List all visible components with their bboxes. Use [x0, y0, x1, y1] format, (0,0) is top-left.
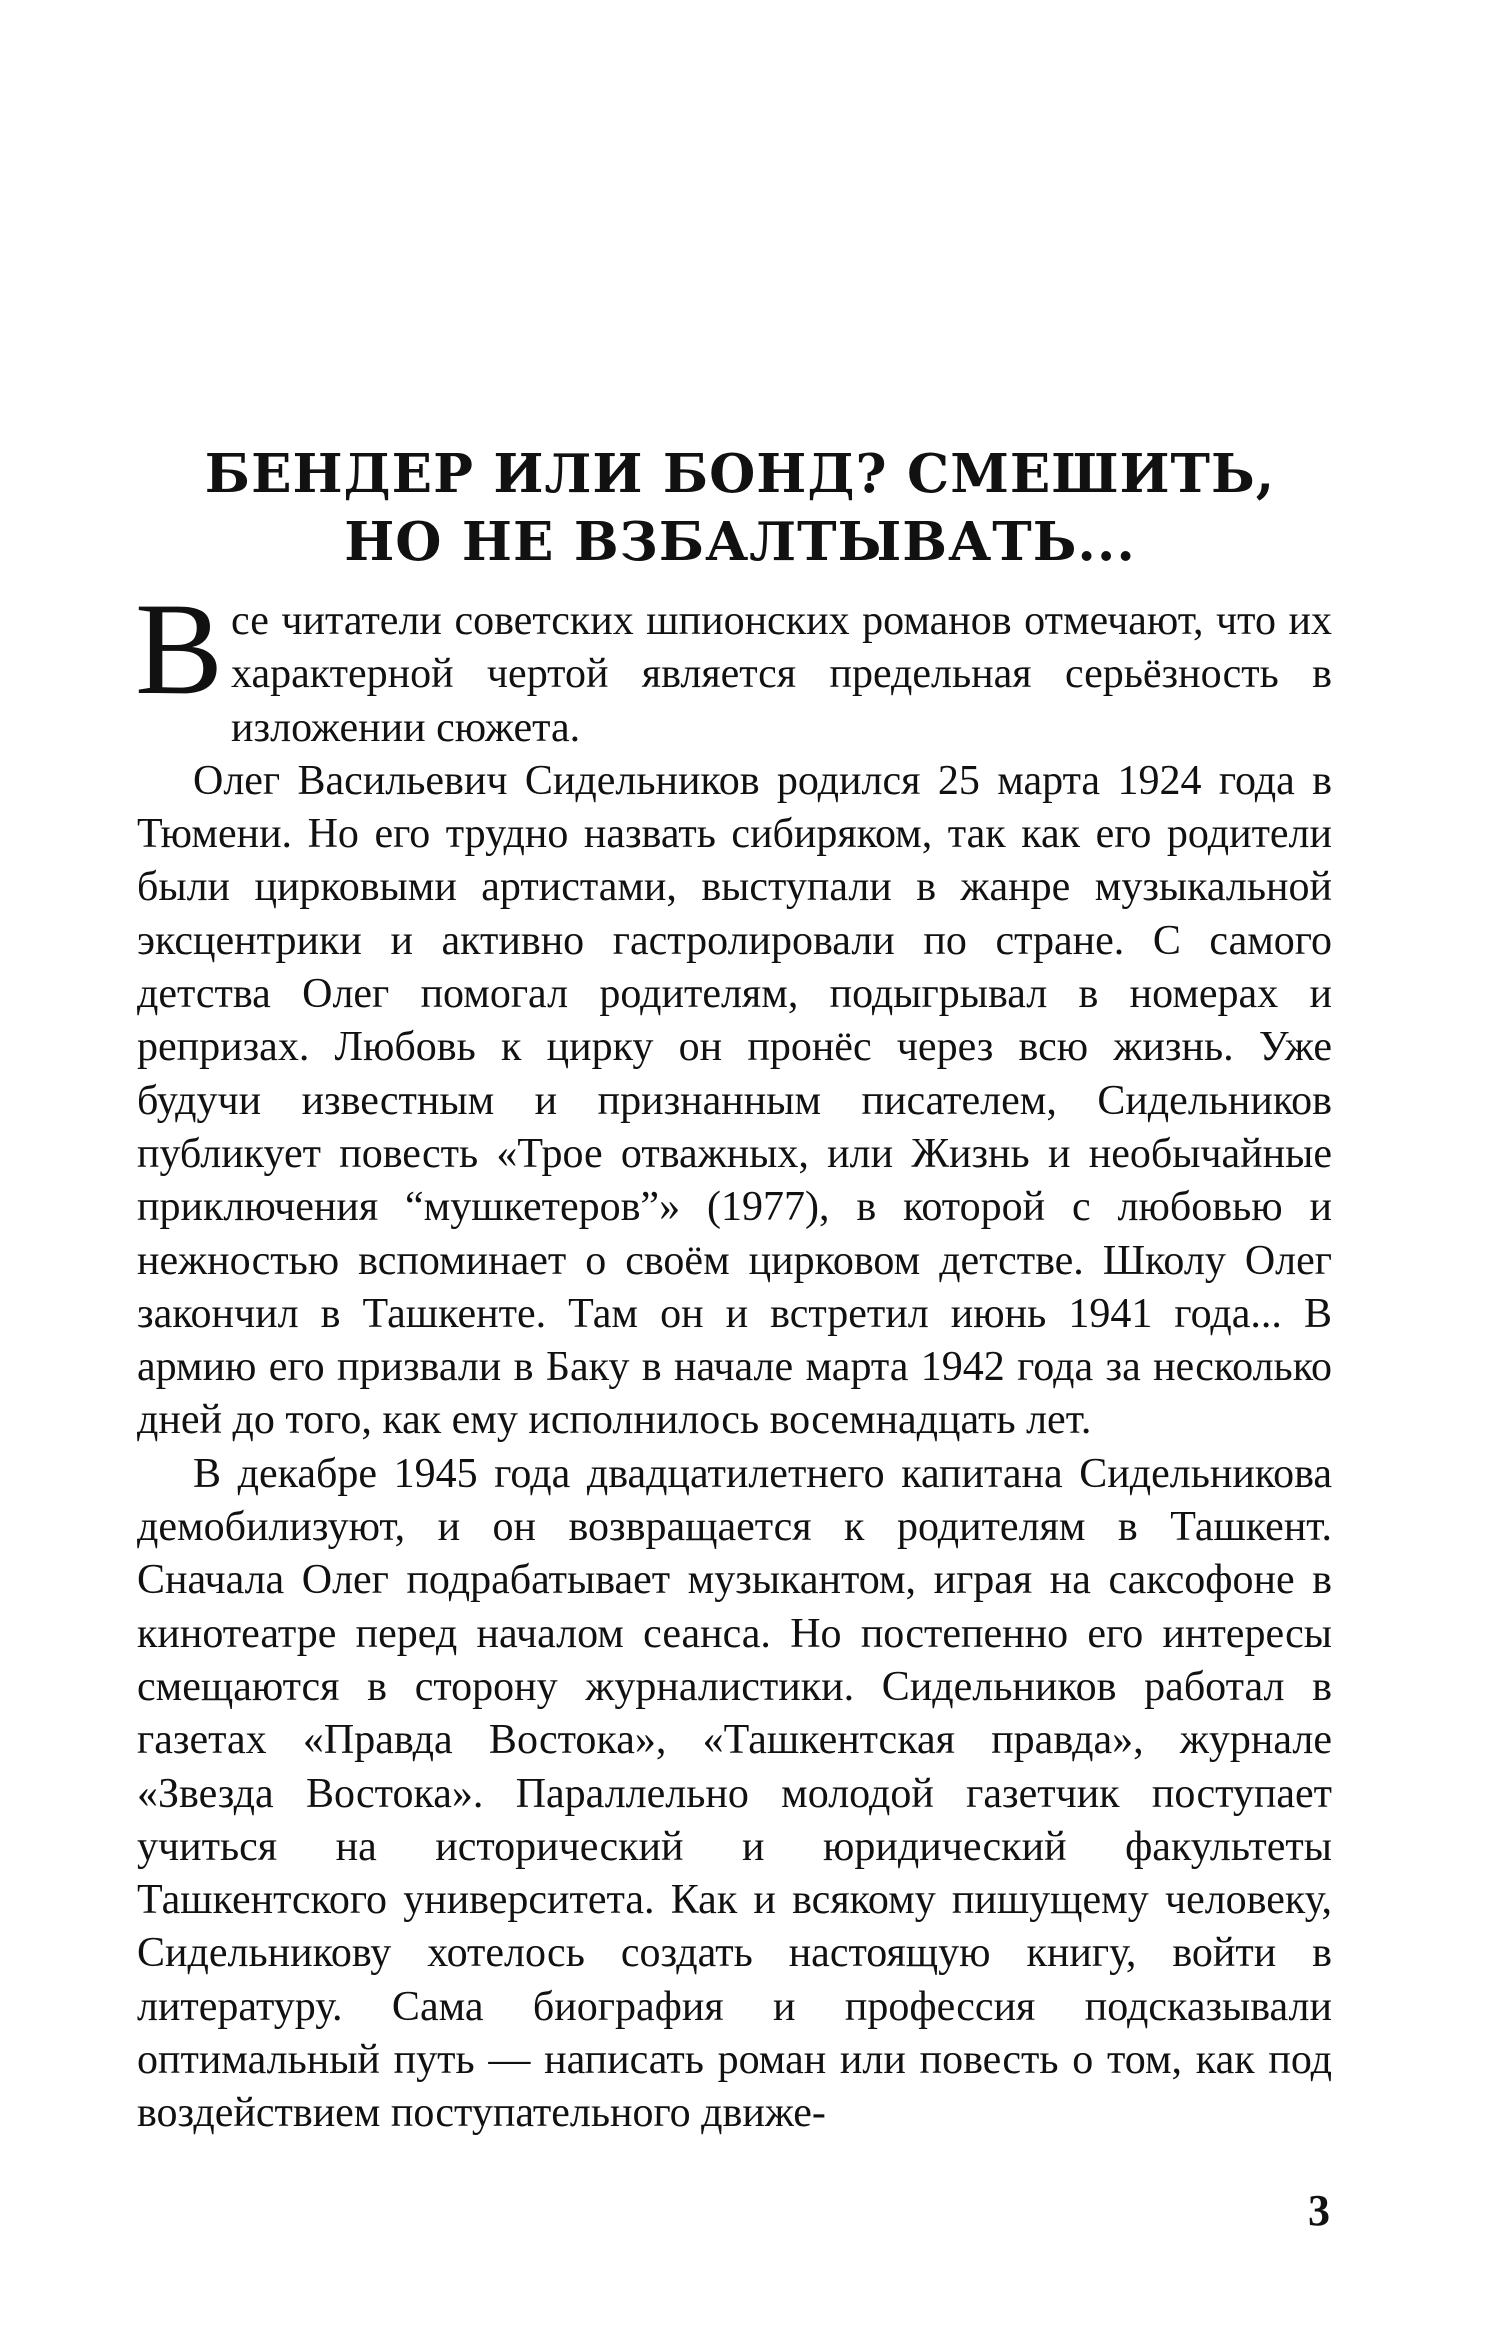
paragraph-1 [135, 575, 1332, 755]
paragraph-1-text: се читатели советских шпионских романов отмечают, что их характерной чертой является предельная серьёзность в изложении сюжета. [231, 598, 1332, 751]
page-number: 3 [1308, 2186, 1330, 2235]
paragraph-3: В декабре 1945 года двадцатилетнего капитана Сидельникова демобилизуют, и он возвращается к родителям в Ташкент. Сначала Олег подрабатывает музыкантом, играя на саксофоне в кинотеатре перед началом сеанса. Но постепенно его интересы смещаются в сторону журналистики. Сидельников работал в газетах «Правда Востока», «Ташкентская правда», журнале «Звезда Востока». Параллельно молодой газетчик поступает учиться на исторический и юридический факультеты Ташкентского университета. Как и всякому пишущему человеку, Сидельникову хотелось создать настоящую книгу, войти в литературу. Сама биография и профессия подсказывали оптимальный путь — написать роман или повесть о том, как под воздействием поступательного движе- [137, 1450, 1332, 2137]
chapter-title [140, 440, 1340, 576]
chapter-title-line-1: БЕНДЕР ИЛИ БОНД? СМЕШИТЬ, [204, 443, 1276, 505]
paragraph-2: Олег Васильевич Сидельников родился 25 марта 1924 года в Тюмени. Но его трудно назвать сибиряком, так как его родители были цирковыми артистами, выступали в жанре музыкальной эксцентрики и активно гастролировали по стране. С самого детства Олег помогал родителям, подыгрывал в номерах и репризах. Любовь к цирку он пронёс через всю жизнь. Уже будучи известным и признанным писателем, Сидельников публикует повесть «Трое отважных, или Жизнь и необычайные приключения “мушкетеров”» (1977), в которой с любовью и нежностью вспоминает о своём цирковом детстве. Школу Олег закончил в Ташкенте. Там он и встретил июнь 1941 года... В армию его призвали в Баку в начале марта 1942 года за несколько дней до того, как ему исполнилось восемнадцать лет. [137, 757, 1332, 1444]
chapter-title-line-2: НО НЕ ВЗБАЛТЫВАТЬ... [344, 511, 1136, 573]
drop-cap: В [135, 575, 224, 722]
body-text [135, 575, 1332, 2141]
